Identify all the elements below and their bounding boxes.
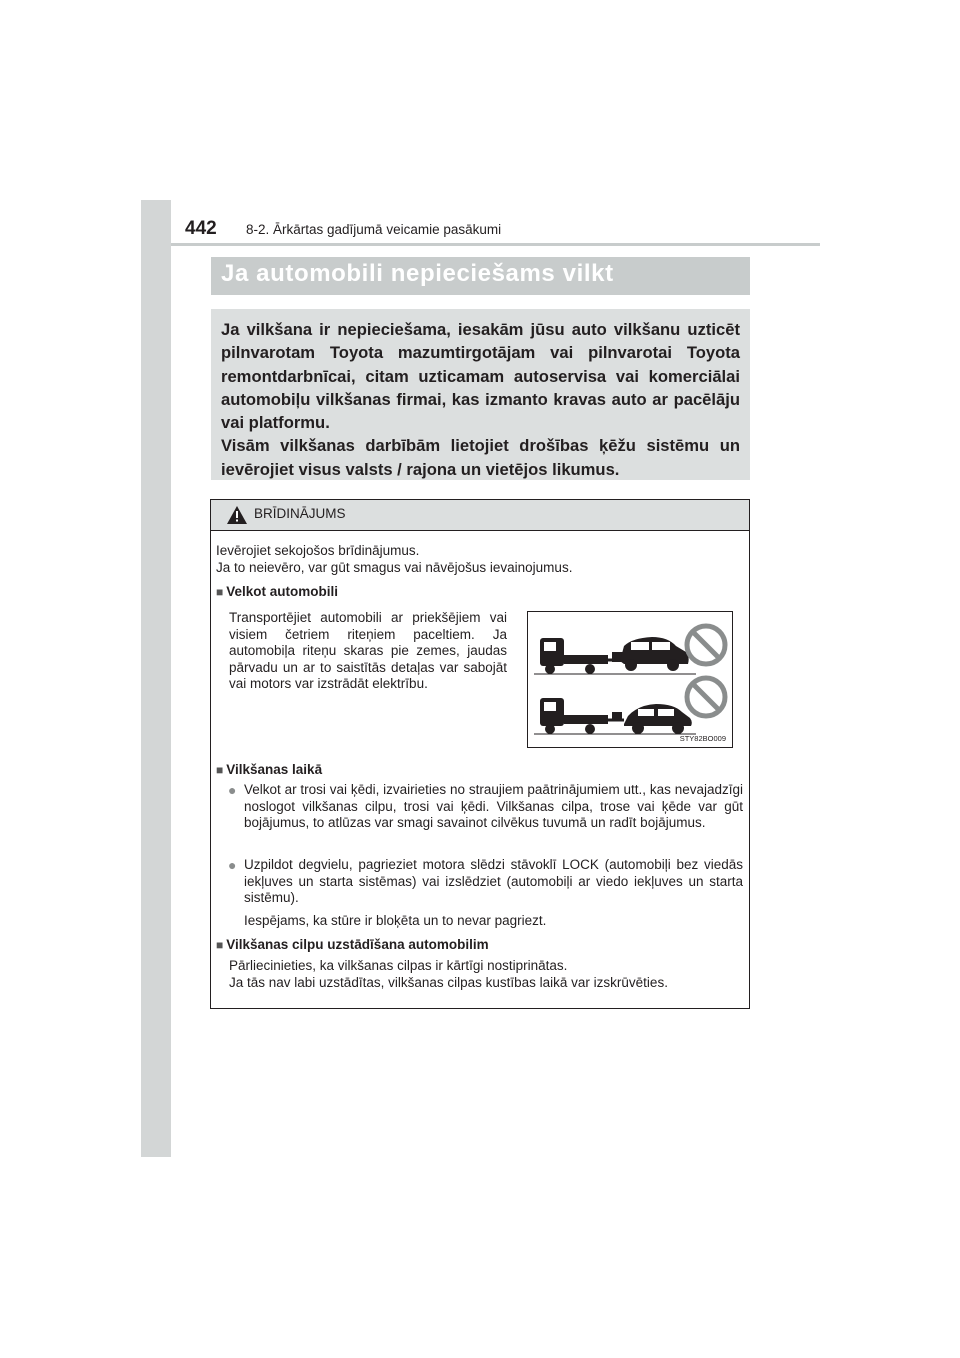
figure-code: STY82BO009 xyxy=(679,734,726,743)
subsection-during-towing xyxy=(216,762,322,779)
square-bullet-icon: ■ xyxy=(216,938,224,952)
during-towing-note: Iespējams, ka stūre ir bloķēta un to nevar pagriezt. xyxy=(244,913,547,928)
round-bullet-icon: ● xyxy=(228,782,237,798)
subsection-towing-eyelet xyxy=(216,937,489,954)
subsection-towing xyxy=(216,584,338,601)
eyelet-line-2: Ja tās nav labi uzstādītas, vilkšanas cilpas kustības laikā var izskrūvēties. xyxy=(229,975,668,990)
warning-box xyxy=(210,499,750,1009)
intro-paragraph-2: Visām vilkšanas darbībām lietojiet drošības ķēžu sistēmu un ievērojiet visus valsts / rajona un vietējos likumus. xyxy=(221,436,740,479)
towing-illustration xyxy=(527,611,733,748)
page-side-tab xyxy=(141,200,171,1157)
intro-box xyxy=(211,309,750,480)
section-heading: 8-2. Ārkārtas gadījumā veicamie pasākumi xyxy=(246,222,502,237)
page-number: 442 xyxy=(185,218,217,239)
header-divider xyxy=(171,243,820,246)
warning-header xyxy=(211,500,749,531)
square-bullet-icon: ■ xyxy=(216,585,224,599)
subsection-towing-title: Velkot automobili xyxy=(226,584,339,599)
page-title: Ja automobili nepieciešams vilkt xyxy=(221,260,614,287)
intro-paragraph-1: Ja vilkšana ir nepieciešama, iesakām jūsu auto vilkšanu uzticēt pilnvarotam Toyota mazumtirgotājam vai pilnvarotai Toyota remontdarbnīcai, citam uzticamam autoservisa vai komerciālai automobiļu vilkšanas firmai, kas izmanto kravas auto ar pacēlāju vai platformu. xyxy=(221,320,740,433)
during-towing-bullet-1: Velkot ar trosi vai ķēdi, izvairieties no straujiem paātrinājumiem utt., kas nevajadzīgi noslogot vilkšanas cilpu, trosi vai ķēdi. Vilkšanas cilpa, trose vai ķēde var gūt bojājumus, to atlūzas var smagi savainot cilvēkus tuvumā un radīt bojājumus. xyxy=(244,782,743,831)
towing-paragraph: Transportējiet automobili ar priekšējiem vai visiem četriem riteņiem paceltiem. Ja automobiļa riteņu skaras pie zemes, jaudas pārvadu un ar to saistītās detaļas var sabojāt vai motors var izstrādāt elektrību. xyxy=(229,610,507,692)
warning-intro-1: Ievērojiet sekojošos brīdinājumus. xyxy=(216,543,420,558)
round-bullet-icon: ● xyxy=(228,857,237,873)
warning-triangle-icon xyxy=(227,506,247,524)
warning-intro-2: Ja to neievēro, var gūt smagus vai nāvējošus ievainojumus. xyxy=(216,560,573,575)
tow-truck-diagram xyxy=(528,612,732,747)
subsection-towing-eyelet-title: Vilkšanas cilpu uzstādīšana automobilim xyxy=(226,937,489,952)
square-bullet-icon: ■ xyxy=(216,763,224,777)
eyelet-line-1: Pārliecinieties, ka vilkšanas cilpas ir kārtīgi nostiprinātas. xyxy=(229,958,568,973)
subsection-during-towing-title: Vilkšanas laikā xyxy=(226,762,323,777)
during-towing-bullet-2: Uzpildot degvielu, pagrieziet motora slēdzi stāvoklī LOCK (automobiļi bez viedās iekļuves un starta sistēmas) vai izslēdziet (automobiļi ar viedo iekļuves un starta sistēmu). xyxy=(244,857,743,906)
warning-label: BRĪDINĀJUMS xyxy=(254,506,346,521)
title-bar xyxy=(211,257,750,295)
